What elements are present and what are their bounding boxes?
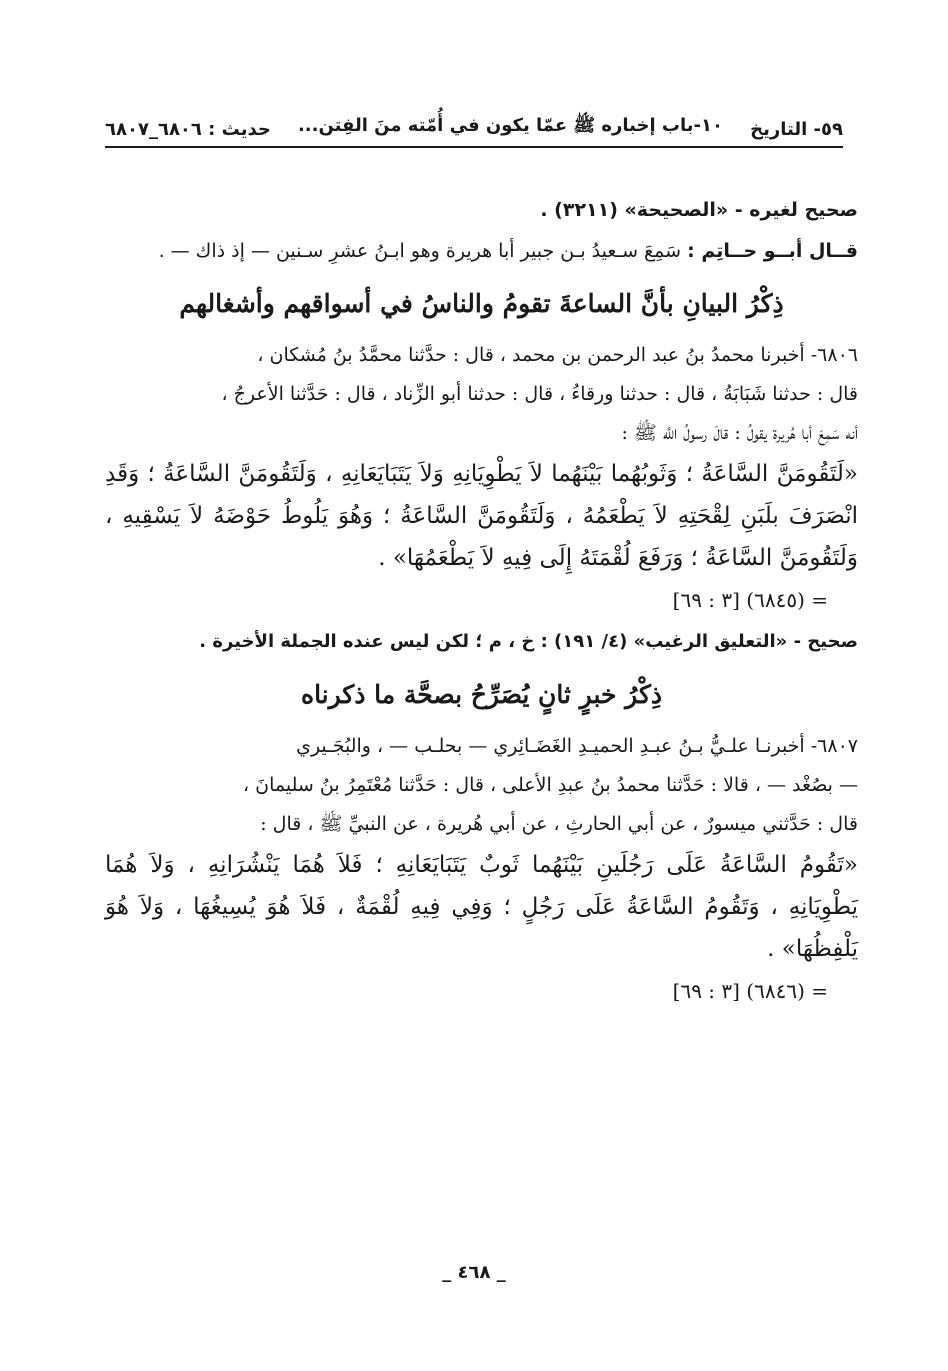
hadith-6806-isnad-line-2: قال : حدثنا شَبَابَةُ ، قال : حدثنا ورقاءُ ، قال : حدثنا أبو الزِّناد ، قال : حَدَّثنا الأعرجُ ،: [221, 383, 858, 405]
header-divider: [105, 146, 843, 148]
page-body: [105, 190, 858, 1012]
hadith-6807-reference: = (٦٨٤٦) [٣ : ٦٩]: [672, 979, 828, 1003]
hadith-6807-isnad-line-1: ٦٨٠٧- أخبرنـا علـيُّ بـنُ عبـدِ الحميـدِ الغَضَـائِري — بحلـب — ، والبُجَـيري: [296, 735, 858, 757]
abu-hatim-comment: [105, 230, 858, 272]
hadith-6806-grade: صحيح - «التعليق الرغيب» (٤/ ١٩١) : خ ، م ؛ لكن ليس عنده الجملة الأخيرة .: [199, 631, 858, 652]
hadith-6806-matn: «لَتَقُومَنَّ السَّاعَةُ ؛ وَثَوبُهُما بَيْنَهُما لاَ يَطْوِيَانِهِ وَلاَ يَتَبَايَعَانِهِ ، وَلَتَقُومَنَّ السَّاعَةُ ؛ وَقَدِ انْصَرَفَ بلَبَنِ لِقْحَتِهِ لاَ يَطْعَمُهُ ، وَلَتَقُومَنَّ السَّاعَةُ ؛ وَهُوَ يَلُوطُ حَوْضَهُ لاَ يَسْقِيهِ ، وَلَتَقُومَنَّ السَّاعَةُ ؛ وَرَفَعَ لُقْمَتَهُ إِلَى فِيهِ لاَ يَطْعَمُهَا» .: [105, 461, 858, 571]
hadith-6807-isnad-line-2: — بصُغْد — ، قالا : حَدَّثنا محمدُ بنُ عبدِ الأعلى ، قال : حَدَّثنا مُعْتَمِرُ بنُ سليمانَ ،: [243, 774, 858, 796]
running-header: [105, 112, 843, 140]
section-heading-1: ذِكْرُ البيانِ بأنَّ الساعةَ تقومُ والناسُ في أسواقهم وأشغالهم: [179, 289, 784, 318]
header-chapter-title: ١٠-باب إخباره ﷺ عمّا يكون في أُمّته منَ الفِتن...: [297, 115, 723, 136]
hadith-6807-matn: «تَقُومُ السَّاعَةُ عَلَى رَجُلَينِ بَيْنَهُما ثَوبٌ يَتَبَايَعَانِهِ ؛ فَلاَ هُمَا يَنْشُرَانِهِ ، وَلاَ هُمَا يَطْوِيَانِهِ ، وَتَقُومُ السَّاعَةُ عَلَى رَجُلٍ ؛ وَفِي فِيهِ لُقْمَةٌ ، فَلاَ هُوَ يُسِيغُهَا ، وَلاَ هُوَ يَلْفِظُهَا» .: [105, 852, 858, 962]
hadith-6806-isnad-line-1: ٦٨٠٦- أخبرنا محمدُ بنُ عبد الرحمن بن محمد ، قال : حدَّثنا محمَّدُ بنُ مُشكان ،: [257, 344, 858, 366]
section-heading-2: ذِكْرُ خبرٍ ثانٍ يُصَرِّحُ بصحَّة ما ذكرناه: [300, 680, 663, 709]
abu-hatim-speaker: قــال أبــو حــاتِم :: [687, 240, 858, 262]
hadith-6806-reference: = (٦٨٤٥) [٣ : ٦٩]: [672, 588, 828, 612]
hadith-6807-isnad-line-3: قال : حَدَّثني ميسورٌ ، عن أبي الحارثِ ، عن أبي هُريرة ، عن النبيِّ ﷺ ، قال :: [260, 813, 858, 835]
abu-hatim-text: سَمِعَ سـعيدُ بـن جبير أبا هريرة وهو ابـنُ عشرِ سـنين — إذ ذاك — .: [158, 240, 682, 262]
hadith-6806-isnad-line-3: أنه سَمِعَ أبا هُريرة يقولُ : قالَ رسولُ اللَّه ﷺ :: [621, 422, 858, 444]
grade-note-top: صحيح لغيره - «الصحيحة» (٣٢١١) .: [540, 199, 858, 221]
header-hadith-range: حديث : ٦٨٠٦_٦٨٠٧: [105, 119, 271, 140]
header-book-title: ٥٩- التاريخ: [750, 119, 843, 140]
page-number: _ ٤٦٨ _: [442, 1262, 506, 1283]
